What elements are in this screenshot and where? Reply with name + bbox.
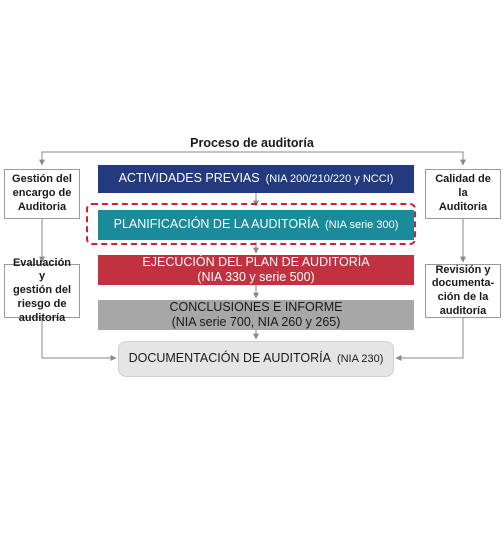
- planning-highlight-frame: [86, 203, 416, 245]
- step-label: DOCUMENTACIÓN DE AUDITORÍA: [128, 351, 331, 366]
- diagram-title: Proceso de auditoría: [190, 136, 314, 150]
- top-connector: [42, 152, 463, 165]
- right-box-label: Calidad de la Auditoria: [435, 173, 491, 213]
- left-box-label: Evaluación y gestión del riesgo de auditoría: [12, 256, 72, 324]
- step-reference: (NIA serie 700, NIA 260 y 265): [171, 315, 341, 329]
- step-label: ACTIVIDADES PREVIAS: [118, 171, 260, 186]
- right-box-review-documentation: [425, 264, 501, 318]
- step-reference: (NIA 200/210/220 y NCCI): [265, 173, 394, 186]
- left-box-engagement-management: [4, 169, 80, 219]
- step-label: PLANIFICACIÓN DE LA AUDITORÍA: [113, 217, 319, 232]
- step-label: EJECUCIÓN DEL PLAN DE AUDITORÍA: [142, 255, 370, 269]
- right-box-audit-quality: [425, 169, 501, 219]
- step-label: CONCLUSIONES E INFORME: [169, 300, 343, 314]
- step-plan-execution: [98, 255, 414, 285]
- step-reference: (NIA 330 y serie 500): [197, 270, 315, 284]
- step-previous-activities: [98, 165, 414, 193]
- step-reference: (NIA serie 300): [325, 219, 399, 232]
- step-reference: (NIA 230): [336, 353, 384, 366]
- step-conclusions-report: [98, 300, 414, 330]
- right-box-label: Revisión y documenta- ción de la auditoría: [431, 263, 495, 317]
- left-box-label: Gestión del encargo de Auditoria: [12, 173, 72, 213]
- step-audit-documentation: [118, 341, 394, 377]
- left-box-risk-assessment: [4, 256, 80, 324]
